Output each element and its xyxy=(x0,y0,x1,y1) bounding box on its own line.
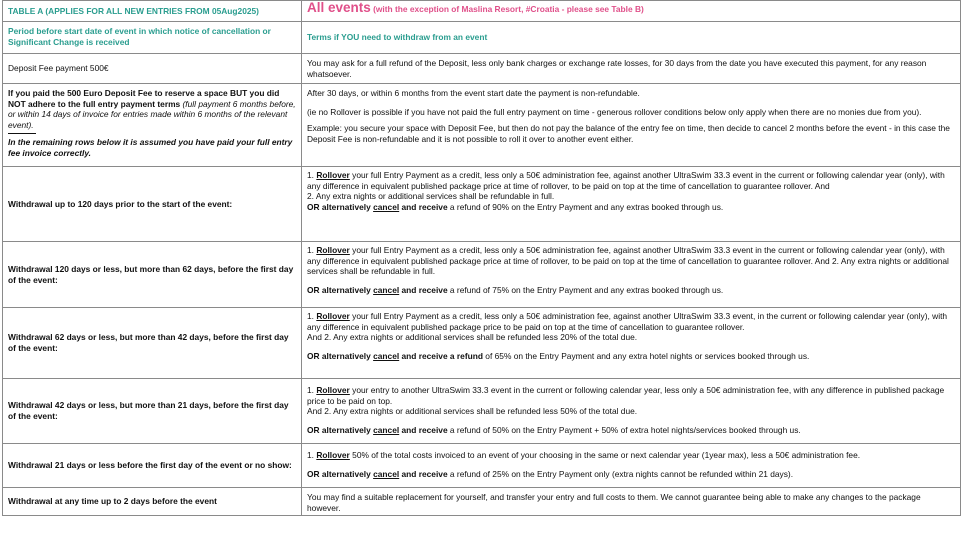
replacement-period xyxy=(3,488,302,516)
terms-header: Terms if YOU need to withdraw from an event xyxy=(302,22,961,54)
deposit-period: Deposit Fee payment 500€ xyxy=(3,54,302,84)
r62-period xyxy=(3,242,302,308)
cancel-link: cancel xyxy=(373,468,400,479)
r21-p1: 1. Rollover your entry to another UltraSwim 33.3 event in the current or following calendar year, less only a 50€ administration fee, with any difference in published package price to be paid on top. xyxy=(307,385,945,406)
r21-label: Withdrawal 42 days or less, but more than 21 days, before the first day of the event: xyxy=(8,400,289,421)
noshow-terms xyxy=(302,444,961,488)
r120-label: Withdrawal up to 120 days prior to the start of the event: xyxy=(8,198,233,209)
r21-terms xyxy=(302,379,961,444)
r21-p2: And 2. Any extra nights or additional services shall be refunded less 50% of the total due. xyxy=(307,406,638,417)
r42-terms xyxy=(302,308,961,379)
r21-period xyxy=(3,379,302,444)
cancellation-terms-table xyxy=(2,0,961,516)
cancel-link: cancel xyxy=(373,424,400,435)
all-events-note: (with the exception of Maslina Resort, #Croatia - please see Table B) xyxy=(373,4,644,14)
r120-p2: 2. Any extra nights or additional services shall be refundable in full. xyxy=(307,191,555,202)
table-row xyxy=(3,444,961,488)
header-row xyxy=(3,1,961,22)
no-adhere-period xyxy=(3,84,302,167)
table-a-title: TABLE A (APPLIES FOR ALL NEW ENTRIES FROM 05Aug2025) xyxy=(3,1,302,22)
noshow-period xyxy=(3,444,302,488)
no-adhere-p1: After 30 days, or within 6 months from the event start date the payment is non-refundable. xyxy=(307,88,640,98)
example-text: Example: you secure your space with Deposit Fee, but then do not pay the balance of the entry fee on time, then decide to cancel 2 months before the event - in this case the Deposit Fee is non-refundable and it is not possible to roll it over to another event either. xyxy=(307,123,950,144)
noshow-p1: 1. Rollover 50% of the total costs invoiced to an event of your choosing in the same or next calendar year (1year max), less a 50€ administration fee. xyxy=(307,450,861,460)
no-adhere-italic: (full payment 6 months before, or within 14 days of invoice for entries made within 6 months of the relevant event). xyxy=(8,98,296,130)
no-adhere-terms xyxy=(302,84,961,167)
rollover-link: Rollover xyxy=(316,385,350,395)
r62-p1: 1. Rollover your full Entry Payment as a credit, less only a 50€ administration fee, against another UltraSwim 33.3 event in the current or following calendar year (only), with any difference in equivalent published package price at time of rollover, to be paid on top at the time of cancellation to guarantee rollover. And 2. Any extra nights or additional services shall be refundable in full. xyxy=(307,245,949,277)
noshow-label: Withdrawal 21 days or less before the first day of the event or no show: xyxy=(8,460,292,471)
rollover-link: Rollover xyxy=(316,245,350,255)
r42-p1: 1. Rollover your full Entry Payment as a credit, less only a 50€ administration fee, against another UltraSwim 33.3 event, in the current or following calendar year (only), with any difference in equivalent published package price to be paid on top at the time of cancellation to guarantee rollover. xyxy=(307,311,948,332)
r120-or: OR alternatively cancel and receive a refund of 90% on the Entry Payment and any extras booked through us. xyxy=(307,201,724,212)
table-row xyxy=(3,488,961,516)
rollover-link: Rollover xyxy=(316,170,350,180)
replacement-label: Withdrawal at any time up to 2 days before the event xyxy=(8,496,217,507)
rollover-link: Rollover xyxy=(316,311,350,321)
r21-or: OR alternatively cancel and receive a refund of 50% on the Entry Payment + 50% of extra hotel nights/services booked through us. xyxy=(307,424,801,435)
period-header: Period before start date of event in which notice of cancellation or Significant Change is received xyxy=(3,22,302,54)
table-row xyxy=(3,167,961,242)
all-events-cell xyxy=(302,1,961,22)
assumption-note: In the remaining rows below it is assumed you have paid your full entry fee invoice correctly. xyxy=(8,137,293,158)
r42-period xyxy=(3,308,302,379)
cancel-link: cancel xyxy=(373,201,400,212)
replacement-terms: You may find a suitable replacement for yourself, and transfer your entry and full costs to them. We cannot guarantee being able to make any changes to the package however. xyxy=(302,488,961,516)
table-row xyxy=(3,84,961,167)
r62-label: Withdrawal 120 days or less, but more than 62 days, before the first day of the event: xyxy=(8,263,294,285)
r120-p1: 1. Rollover your full Entry Payment as a credit, less only a 50€ administration fee, against another UltraSwim 33.3 event in the current or following calendar year (only), with any difference in equivalent published package price at time of rollover, to be paid on top at the time of cancellation to guarantee rollover. And xyxy=(307,170,945,191)
noshow-or: OR alternatively cancel and receive a refund of 25% on the Entry Payment only (extra nights cannot be refunded within 21 days). xyxy=(307,468,794,479)
all-events-title: All events xyxy=(307,0,371,15)
cancel-link: cancel xyxy=(373,284,400,295)
r120-period xyxy=(3,167,302,242)
r42-label: Withdrawal 62 days or less, but more than 42 days, before the first day of the event: xyxy=(8,332,289,353)
table-row xyxy=(3,379,961,444)
table-row xyxy=(3,54,961,84)
no-adhere-p2: (ie no Rollover is possible if you have not paid the full entry payment on time - generous rollover conditions below only apply when there are no monies due from you). xyxy=(307,106,922,117)
table-row xyxy=(3,242,961,308)
r62-or: OR alternatively cancel and receive a refund of 75% on the Entry Payment and any extras booked through us. xyxy=(307,284,724,295)
table-row xyxy=(3,308,961,379)
rollover-link: Rollover xyxy=(316,450,350,460)
no-adhere-bold: If you paid the 500 Euro Deposit Fee to reserve a space BUT you did NOT adhere to the full entry payment terms xyxy=(8,88,280,109)
deposit-terms: You may ask for a full refund of the Deposit, less only bank charges or exchange rate losses, for 30 days from the date you have executed this payment, for any reason whatsoever. xyxy=(302,54,961,84)
divider xyxy=(8,133,36,134)
cancel-link: cancel xyxy=(373,350,400,361)
r62-terms xyxy=(302,242,961,308)
subheader-row xyxy=(3,22,961,54)
r42-p2: And 2. Any extra nights or additional services shall be refunded less 20% of the total due. xyxy=(307,332,638,343)
r42-or: OR alternatively cancel and receive a refund of 65% on the Entry Payment and any extra hotel nights or services booked through us. xyxy=(307,350,810,361)
r120-terms xyxy=(302,167,961,242)
